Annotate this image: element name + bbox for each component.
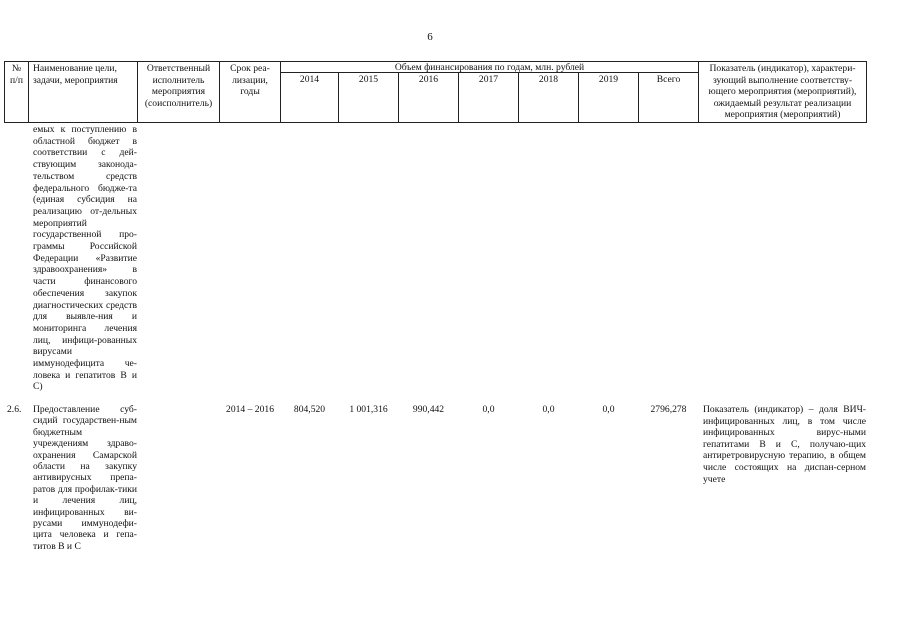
row-indicator: Показатель (индикатор) – доля ВИЧ-инфицированных лиц, в том числе инфицированных вирус-ными гепатитами В и С, получаю-щих антиретровирусную терапию, в общем числе состоящих на диспан-серном учете: [703, 404, 866, 485]
page-number: 6: [427, 31, 433, 43]
header-year: 2018: [538, 74, 559, 85]
col-divider-1: [28, 61, 29, 123]
row-number: 2.6.: [7, 404, 22, 415]
row-value-2014: 804,520: [293, 404, 326, 415]
header-indicator: Показатель (индикатор), характери- зующий выполнение соответству- ющего мероприятия (мероприятий), ожидаемый результат реализации мероприятия (мероприятий): [708, 63, 857, 121]
row-continuation-name: емых к поступлению в областной бюджет в соответствии с дей-ствующим законода-тельством средств федерального бюдже-та (единая субсидия на реализацию от-дельных мероприятий государственной про-граммы Российской Федерации «Развитие здравоохранения» в части финансового обеспечения закупок диагностических средств для выявле-ния и мониторинга лечения лиц, инфици-рованных вирусами иммунодефицита че-ловека и гепатитов В и С): [33, 124, 137, 393]
header-year: 2017: [478, 74, 499, 85]
row-value-2016: 990,442: [412, 404, 445, 415]
header-year: 2015: [358, 74, 379, 85]
row-value-total: 2796,278: [650, 404, 687, 415]
header-executor: Ответственный исполнитель мероприятия (соисполнитель): [144, 63, 213, 109]
row-term: 2014 – 2016: [226, 404, 274, 415]
header-term: Срок реа- лизации, годы: [230, 63, 270, 98]
header-year: 2016: [418, 74, 439, 85]
row-value-2019: 0,0: [602, 404, 615, 415]
row-value-2018: 0,0: [542, 404, 555, 415]
row-value-2017: 0,0: [482, 404, 495, 415]
header-name: Наименование цели, задачи, мероприятия: [33, 63, 118, 86]
header-bottom-border: [4, 122, 866, 123]
header-funding-group: Объем финансирования по годам, млн. рублей: [394, 62, 585, 73]
header-year: 2019: [598, 74, 619, 85]
header-number: № п/п: [10, 63, 23, 86]
row-name: Предоставление суб-сидий государствен-ным бюджетным учреждениям здраво-охранения Самарской области на закупку антивирусных препа-ратов для профилак-тики и лечения лиц, инфицированных ви-русами иммунодефи-цита человека и гепа-титов В и С: [33, 404, 137, 552]
row-value-2015: 1 001,316: [349, 404, 388, 415]
table-right-border: [866, 61, 867, 123]
header-year: 2014: [299, 74, 320, 85]
header-total: Всего: [656, 74, 681, 85]
